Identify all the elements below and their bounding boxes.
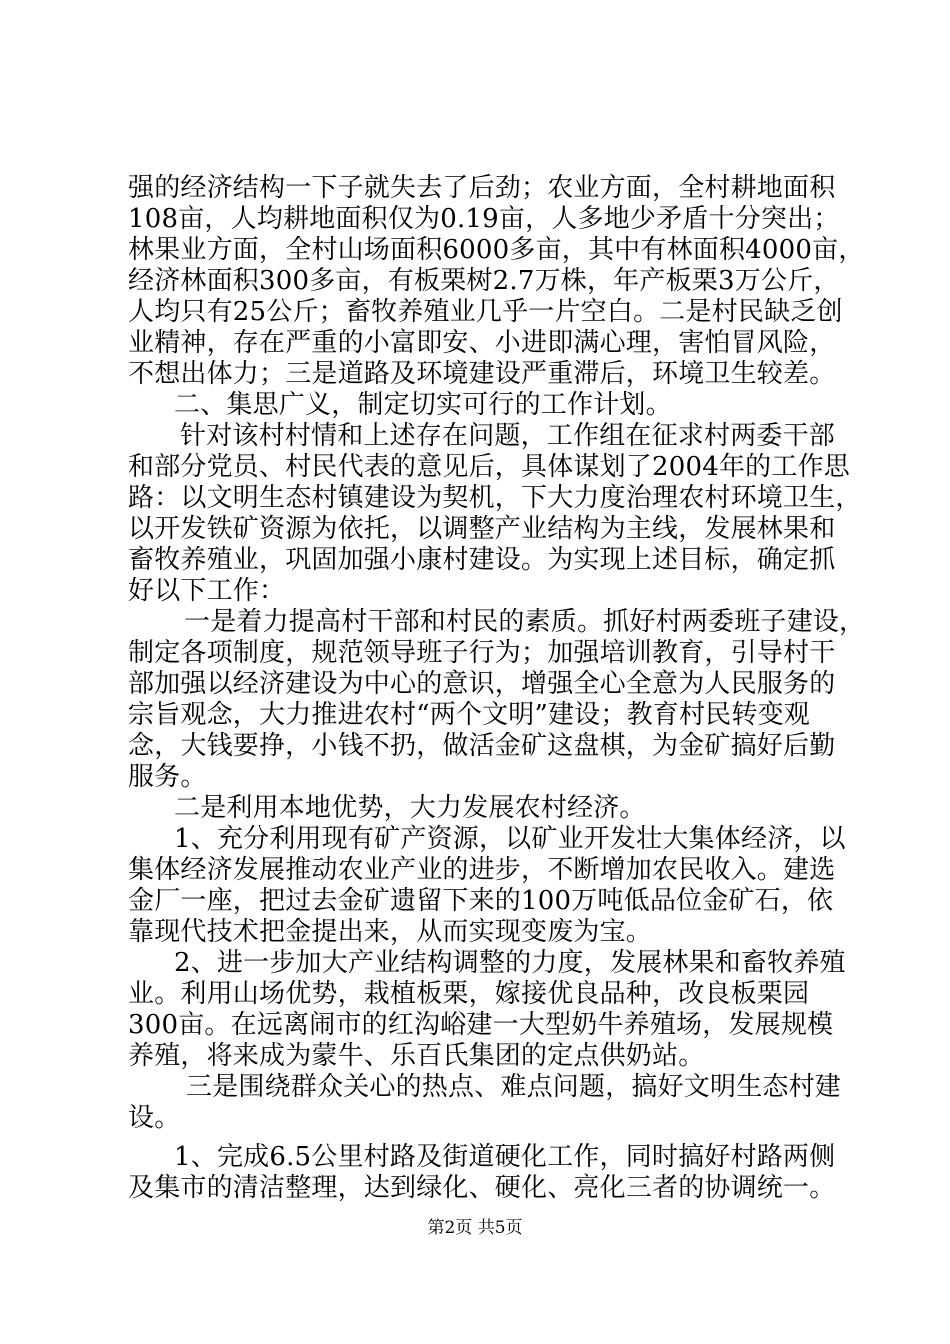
text-line: 业。利用山场优势，栽植板栗，嫁接优良品种，改良板栗园	[128, 979, 810, 1009]
text-line: 不想出体力；三是道路及环境建设严重滞后，环境卫生较差。	[128, 359, 836, 389]
text-line: 养殖，将来成为蒙牛、乐百氏集团的定点供奶站。	[128, 1041, 705, 1071]
text-line: 服务。	[128, 762, 207, 792]
text-line: 金厂一座，把过去金矿遗留下来的100万吨低品位金矿石，依	[128, 886, 834, 916]
document-body	[128, 173, 866, 1204]
text-line: 制定各项制度，规范领导班子行为；加强培训教育，引导村干	[128, 638, 836, 668]
text-line: 林果业方面，全村山场面积6000多亩，其中有林面积4000亩，	[128, 235, 865, 265]
text-line: 业精神，存在严重的小富即安、小进即满心理，害怕冒风险，	[128, 328, 836, 358]
text-line: 和部分党员、村民代表的意见后，具体谋划了2004年的工作思	[128, 452, 850, 482]
text-line: 畜牧养殖业，巩固加强小康村建设。为实现上述目标，确定抓	[128, 545, 836, 575]
text-line: 集体经济发展推动农业产业的进步，不断增加农民收入。建选	[128, 855, 836, 885]
page-footer: 第2页 共5页	[427, 1218, 523, 1238]
text-line: 靠现代技术把金提出来，从而实现变废为宝。	[128, 917, 653, 947]
text-line: 强的经济结构一下子就失去了后劲；农业方面，全村耕地面积	[128, 173, 836, 203]
text-line: 设。	[128, 1103, 181, 1133]
text-line: 二是利用本地优势，大力发展农村经济。	[174, 793, 646, 823]
text-line: 路：以文明生态村镇建设为契机，下大力度治理农村环境卫生，	[128, 483, 862, 513]
text-line: 二、集思广义，制定切实可行的工作计划。	[174, 390, 672, 420]
text-line: 300亩。在远离闹市的红沟峪建一大型奶牛养殖场，发展规模	[128, 1010, 834, 1040]
text-line: 针对该村村情和上述存在问题，工作组在征求村两委干部	[180, 421, 836, 451]
text-line: 以开发铁矿资源为依托，以调整产业结构为主线，发展林果和	[128, 514, 836, 544]
text-line: 人均只有25公斤；畜牧养殖业几乎一片空白。二是村民缺乏创	[128, 297, 843, 327]
text-line: 经济林面积300多亩，有板栗树2.7万株，年产板栗3万公斤，	[128, 266, 840, 296]
text-line: 2、进一步加大产业结构调整的力度，发展林果和畜牧养殖	[174, 948, 846, 978]
text-line: 部加强以经济建设为中心的意识，增强全心全意为人民服务的	[128, 669, 836, 699]
text-line: 好以下工作：	[128, 576, 286, 606]
text-line: 一是着力提高村干部和村民的素质。抓好村两委班子建设，	[184, 607, 866, 637]
text-line: 108亩，人均耕地面积仅为0.19亩，人多地少矛盾十分突出；	[128, 204, 840, 234]
text-line: 念，大钱要挣，小钱不扔，做活金矿这盘棋，为金矿搞好后勤	[128, 731, 836, 761]
text-line: 及集市的清洁整理，达到绿化、硬化、亮化三者的协调统一。	[128, 1173, 836, 1203]
text-line: 1、充分利用现有矿产资源，以矿业开发壮大集体经济，以	[174, 824, 846, 854]
text-line: 1、完成6.5公里村路及街道硬化工作，同时搞好村路两侧	[174, 1142, 836, 1172]
text-line: 三是围绕群众关心的热点、难点问题，搞好文明生态村建	[186, 1072, 842, 1102]
text-line: 宗旨观念，大力推进农村“两个文明”建设；教育村民转变观	[128, 700, 810, 730]
